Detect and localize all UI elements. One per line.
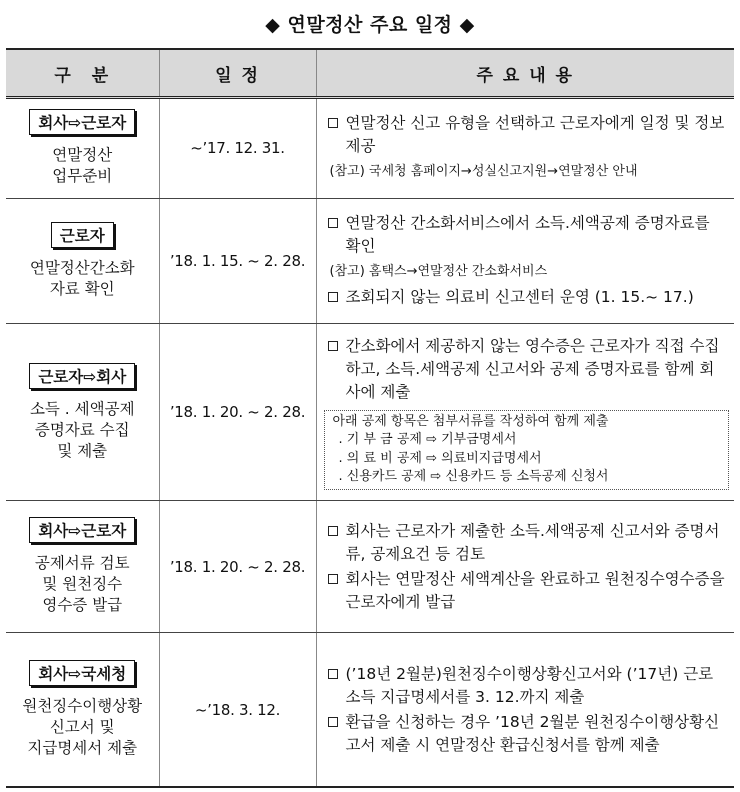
schedule-table [6,48,734,788]
task-line: 지급명세서 제출 [27,739,138,758]
content-cell [316,633,734,787]
task-title [7,696,158,759]
task-line: 업무준비 [52,167,113,186]
schedule-date: ʼ18. 1. 20. ~ 2. 28. [159,324,316,501]
task-line: 증명자료 수집 [34,420,130,439]
header-content: 주 요 내 용 [316,49,734,98]
list-item [324,212,728,258]
table-row [6,198,734,324]
item-text: 연말정산 신고 유형을 선택하고 근로자에게 일정 및 정보 제공 [345,114,725,156]
header-category: 구 분 [6,49,159,98]
category-cell [6,501,159,633]
party-label: 근로자⇨회사 [29,363,135,389]
reference-note: (참고) 홈택스→연말정산 간소화서비스 [329,264,548,280]
checkbox-square-icon [328,669,338,679]
party-label: 회사⇨근로자 [29,517,135,543]
note-line: . 기 부 금 공제 ⇨ 기부금명세서 [338,432,517,448]
content-cell [316,198,734,324]
item-text: 조회되지 않는 의료비 신고센터 운영 (1. 15.~ 17.) [345,288,694,307]
task-line: 소득 . 세액공제 [29,399,135,418]
checkbox-square-icon [328,574,338,584]
party-label: 근로자 [51,222,114,248]
task-line: 및 원천징수 [42,575,123,594]
item-text: 간소화에서 제공하지 않는 영수증은 근로자가 직접 수집하고, 소득.세액공제 신고서와 공제 증명자료를 함께 회사에 제출 [345,336,720,401]
list-item [324,568,728,614]
note-head: 아래 공제 항목은 첨부서류를 작성하여 함께 제출 [332,413,609,429]
task-line: 신고서 및 [49,718,115,737]
item-text: 환급을 신청하는 경우 ʼ18년 2월분 원천징수이행상황신고서 제출 시 연말정산 환급신청서를 함께 제출 [345,712,720,754]
note-line: . 의 료 비 공제 ⇨ 의료비지급명세서 [338,450,542,466]
checkbox-square-icon [328,292,338,302]
content-cell [316,501,734,633]
task-title [7,553,158,616]
note-line: . 신용카드 공제 ⇨ 신용카드 등 소득공제 신청서 [338,469,609,485]
checkbox-square-icon [328,218,338,228]
checkbox-square-icon [328,118,338,128]
task-title [7,145,158,187]
task-title [7,258,158,300]
item-text: 회사는 연말정산 세액계산을 완료하고 원천징수영수증을 근로자에게 발급 [345,569,725,611]
task-line: 연말정산 [52,146,113,165]
task-line: 공제서류 검토 [34,554,130,573]
list-item [324,286,728,309]
table-row [6,324,734,501]
schedule-date: ~ʼ17. 12. 31. [159,98,316,199]
item-text: 연말정산 간소화서비스에서 소득.세액공제 증명자료를 확인 [345,214,710,256]
table-row [6,98,734,199]
category-cell [6,324,159,501]
content-cell [316,324,734,501]
table-header-row [6,49,734,98]
content-cell [316,98,734,199]
list-item [324,335,728,404]
attachment-note-box [324,410,730,490]
party-label: 회사⇨근로자 [29,109,135,135]
category-cell [6,198,159,324]
party-label: 회사⇨국세청 [29,660,135,686]
task-line: 연말정산간소화 [29,258,135,277]
checkbox-square-icon [328,717,338,727]
page-title: ◆ 연말정산 주요 일정 ◆ [265,14,475,36]
task-line: 원천징수이행상황 [22,697,143,716]
item-text: (ʼ18년 2월분)원천징수이행상황신고서와 (ʼ17년) 근로소득 지급명세서를 3. 12.까지 제출 [345,664,714,706]
header-schedule: 일 정 [159,49,316,98]
schedule-date: ʼ18. 1. 20. ~ 2. 28. [159,501,316,633]
item-text: 회사는 근로자가 제출한 소득.세액공제 신고서와 증명서류, 공제요건 등 검토 [345,521,720,563]
reference-note: (참고) 국세청 홈페이지→성실신고지원→연말정산 안내 [329,164,638,180]
table-row [6,633,734,787]
schedule-date: ~ʼ18. 3. 12. [159,633,316,787]
task-line: 및 제출 [57,441,108,460]
category-cell [6,633,159,787]
checkbox-square-icon [328,526,338,536]
list-item [324,711,728,757]
schedule-date: ʼ18. 1. 15. ~ 2. 28. [159,198,316,324]
task-title [7,399,158,462]
task-line: 자료 확인 [49,279,115,298]
category-cell [6,98,159,199]
list-item [324,112,728,158]
table-row [6,501,734,633]
checkbox-square-icon [328,341,338,351]
task-line: 영수증 발급 [42,596,123,615]
list-item [324,520,728,566]
list-item [324,663,728,709]
